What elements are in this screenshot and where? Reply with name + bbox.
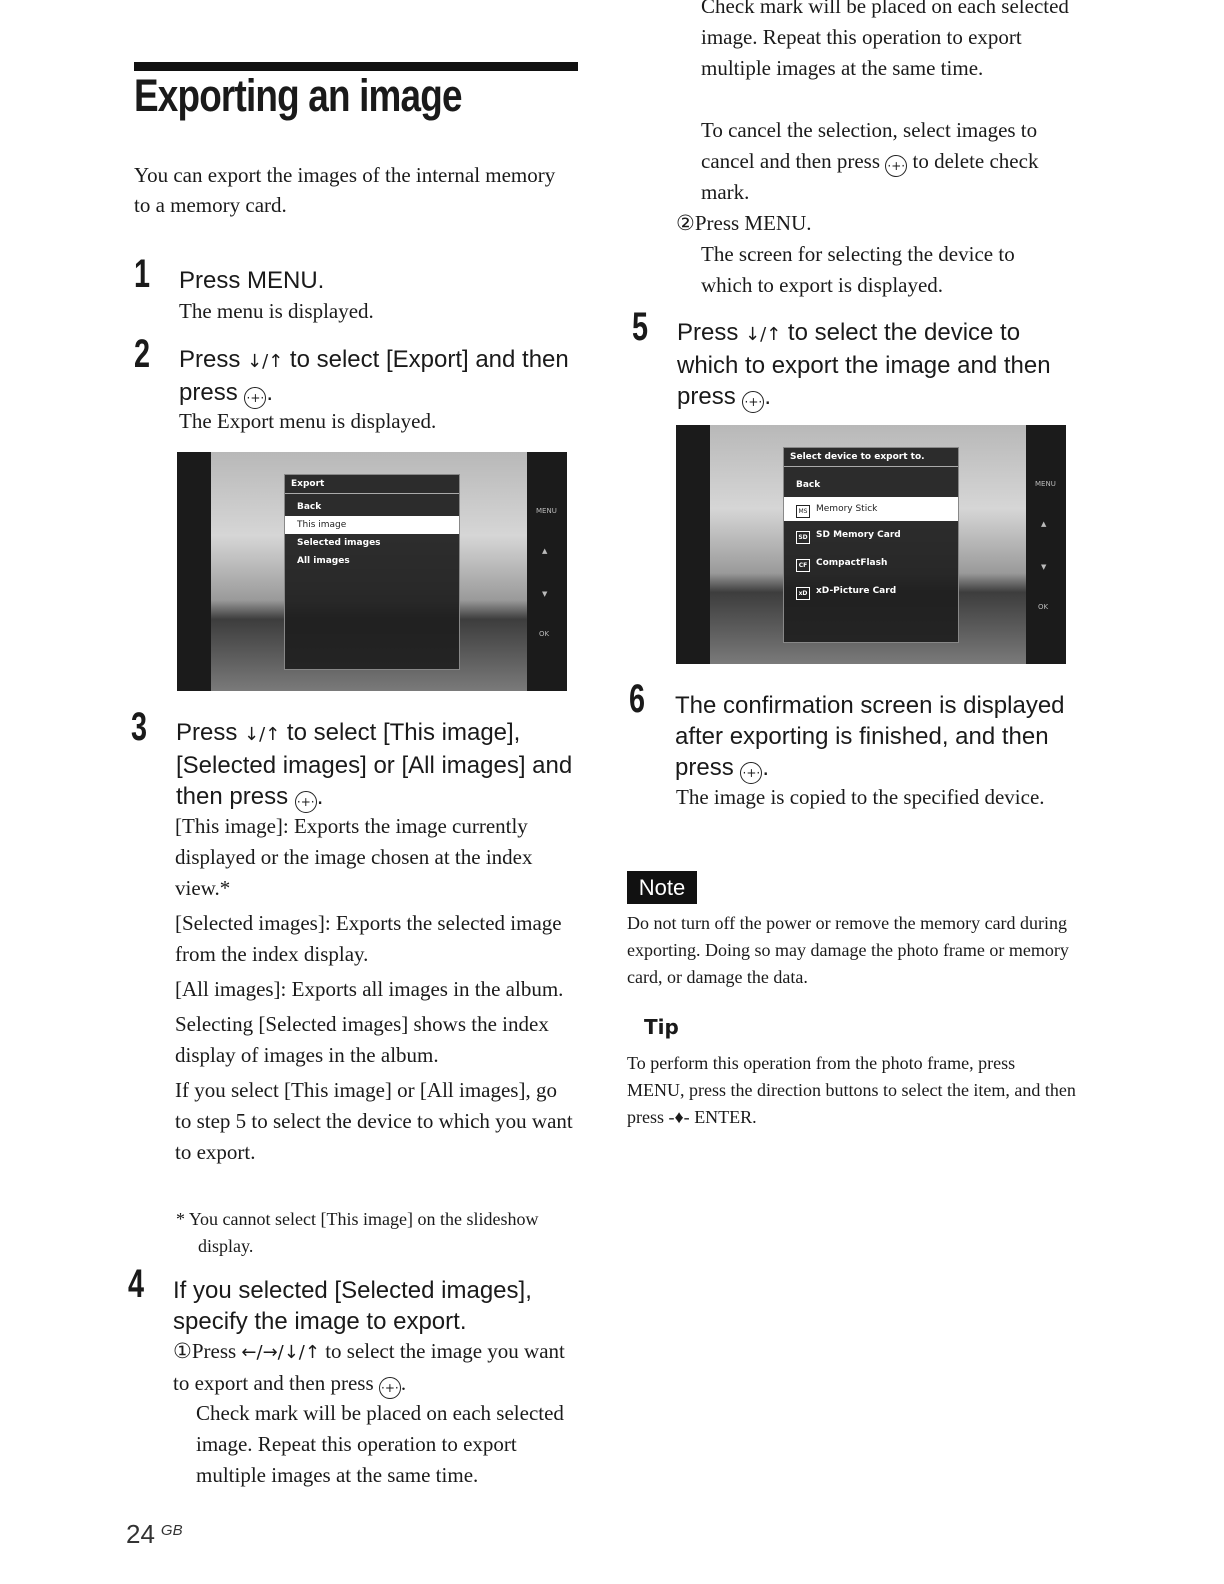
- down-up-arrows-icon: ↓/↑: [745, 324, 782, 345]
- note-badge: Note: [627, 871, 697, 904]
- enter-key-icon: -♦-: [668, 1107, 690, 1127]
- substep-2-marker: ②: [676, 211, 695, 235]
- menu-item-selected-images: Selected images: [297, 538, 381, 548]
- down-up-arrows-icon: ↓/↑: [247, 351, 284, 372]
- device-item-xd: xD xD-Picture Card: [784, 577, 958, 605]
- side-menu-label: MENU: [1035, 480, 1056, 488]
- enter-button-icon: ·+·: [885, 155, 907, 177]
- compactflash-icon: CF: [796, 559, 810, 572]
- enter-button-icon: ·+·: [295, 791, 317, 813]
- side-menu-label: MENU: [536, 507, 557, 515]
- step-6-heading: The confirmation screen is displayed after exporting is finished, and then press ·+·.: [675, 690, 1075, 784]
- step-3-goto-step5: If you select [This image] or [All images], go to step 5 to select the device to which you want to export.: [175, 1078, 573, 1164]
- step-3-footnote: * You cannot select [This image] on the slideshow display.: [176, 1209, 539, 1256]
- tip-label: Tip: [644, 1015, 679, 1039]
- device-menu-box: [783, 447, 959, 643]
- enter-button-icon: ·+·: [244, 387, 266, 409]
- side-down-icon: ▼: [1041, 563, 1047, 571]
- page-title: Exporting an image: [134, 70, 462, 121]
- sd-card-icon: SD: [796, 531, 810, 544]
- substep-1-marker: ①: [173, 1339, 192, 1363]
- memory-stick-icon: MS: [796, 505, 810, 518]
- step-4-substep-2-body: The screen for selecting the device to which to export is displayed.: [701, 242, 1015, 297]
- step-1-heading: Press MENU.: [179, 267, 325, 294]
- step-6-number: 6: [629, 677, 646, 721]
- step-2-heading: Press ↓/↑ to select [Export] and then press ·+·.: [179, 344, 569, 409]
- menu-item-all-images: All images: [297, 556, 350, 566]
- enter-button-icon: ·+·: [740, 762, 762, 784]
- step-5-number: 5: [632, 305, 649, 349]
- step-4-cancel-text: To cancel the selection, select images to cancel and then press ·+· to delete check mark.: [701, 118, 1039, 204]
- step-1-number: 1: [134, 252, 151, 296]
- export-menu-box: [284, 474, 460, 670]
- note-text: Do not turn off the power or remove the memory card during exporting. Doing so may damage the photo frame or memory card, or damage the data.: [627, 913, 1069, 987]
- step-3-selecting-note: Selecting [Selected images] shows the index display of images in the album.: [175, 1012, 549, 1067]
- step-4-heading: If you selected [Selected images], specify the image to export.: [173, 1277, 532, 1335]
- step-1-body: The menu is displayed.: [179, 299, 374, 323]
- enter-button-icon: ·+·: [742, 391, 764, 413]
- side-ok-label: OK: [1038, 603, 1049, 611]
- intro-text: You can export the images of the internal memory to a memory card.: [134, 163, 556, 217]
- step-2-body: The Export menu is displayed.: [179, 409, 437, 433]
- select-device-screenshot: [676, 425, 1066, 664]
- step-3-selected-images-desc: [Selected images]: Exports the selected image from the index display.: [175, 911, 562, 966]
- xd-card-icon: xD: [796, 587, 810, 600]
- down-up-arrows-icon: ↓/↑: [244, 724, 281, 745]
- enter-button-icon: ·+·: [379, 1377, 401, 1399]
- step-3-this-image-desc: [This image]: Exports the image currently displayed or the image chosen at the index view.*: [175, 814, 533, 900]
- side-up-icon: ▲: [542, 547, 548, 555]
- step-5-heading: Press ↓/↑ to select the device to which to export the image and then press ·+·.: [677, 317, 1077, 413]
- export-menu-title: Export: [285, 475, 459, 494]
- step-4-substep-2: ②Press MENU.: [676, 211, 812, 235]
- menu-item-this-image: This image: [285, 516, 459, 534]
- step-4-check-mark-text-b: Check mark will be placed on each selected image. Repeat this operation to export multiple images at the same time.: [701, 0, 1069, 80]
- step-4-substep-1: ①Press ←/→/↓/↑ to select the image you want to export and then press ·+· .: [173, 1336, 573, 1399]
- device-menu-title: Select device to export to.: [784, 448, 958, 467]
- side-ok-label: OK: [539, 630, 550, 638]
- step-2-number: 2: [134, 332, 151, 376]
- menu-item-back: Back: [297, 502, 322, 512]
- step-3-body: [175, 811, 575, 1172]
- step-3-heading: Press ↓/↑ to select [This image], [Selected images] or [All images] and then press ·+·.: [176, 717, 576, 813]
- page-number: 24 $^{GB}$: [126, 1519, 183, 1549]
- language-code: GB: [160, 1522, 183, 1539]
- export-menu-screenshot: [177, 452, 567, 691]
- four-way-arrows-icon: ←/→/↓/↑: [241, 1342, 320, 1363]
- step-4-check-mark-text-a: Check mark will be placed on each selected image. Repeat this operation to export multiple images at the same time.: [196, 1401, 564, 1487]
- step-3-all-images-desc: [All images]: Exports all images in the album.: [175, 977, 564, 1001]
- step-4-number: 4: [128, 1262, 145, 1306]
- side-up-icon: ▲: [1041, 520, 1047, 528]
- side-down-icon: ▼: [542, 590, 548, 598]
- tip-text: To perform this operation from the photo frame, press MENU, press the direction buttons to select the item, and then press -♦- ENTER.: [627, 1053, 1076, 1127]
- device-item-memory-stick: MS Memory Stick: [784, 497, 958, 521]
- step-3-number: 3: [131, 705, 148, 749]
- step-6-body: The image is copied to the specified device.: [676, 785, 1045, 809]
- device-item-sd: SD SD Memory Card: [784, 521, 958, 549]
- menu-item-back: Back: [796, 480, 821, 490]
- device-item-compactflash: CF CompactFlash: [784, 549, 958, 577]
